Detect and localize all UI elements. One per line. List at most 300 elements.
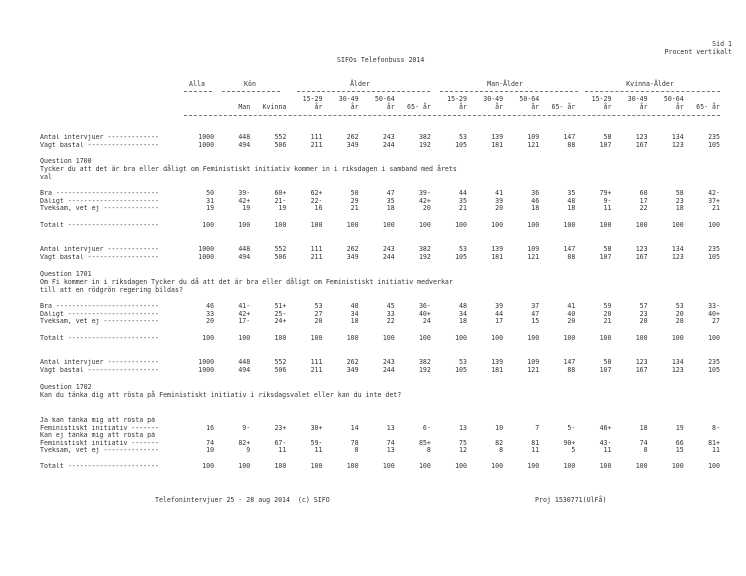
cell-value: 211 <box>310 365 323 374</box>
cell-value: 100 <box>671 462 684 470</box>
cell-value: 181 <box>491 365 504 374</box>
cell-value: 121 <box>527 252 540 261</box>
cell-value: 33 <box>386 309 395 318</box>
cell-value: 123 <box>671 365 684 374</box>
cell-value: 100 <box>418 334 431 342</box>
question-text: Om Fi kommer in i riksdagen Tycker du då att det är bra eller dåligt om Feministiskt initiativ medverkar till att en rödgrön regering bildas? <box>40 278 453 294</box>
percent-mode: Procent vertikalt <box>664 48 732 56</box>
cell-value: 123 <box>635 245 648 253</box>
cell-value: 506 <box>274 365 287 374</box>
cell-value: 53 <box>459 358 467 366</box>
cell-value: 11 <box>603 204 612 212</box>
col-label: år <box>459 102 467 111</box>
cell-value: 100 <box>708 462 720 470</box>
cell-value <box>503 417 539 425</box>
cell-value: 22 <box>386 317 395 325</box>
cell-value: 90+ <box>563 438 576 447</box>
cell-value: 349 <box>346 140 359 149</box>
cell-value: 134 <box>671 133 684 141</box>
cell-value: 181 <box>491 140 504 149</box>
cell-value: 100 <box>491 334 504 342</box>
cell-value: 37 <box>531 302 540 310</box>
cell-value: 20 <box>639 317 648 325</box>
cell-value: 262 <box>346 133 359 141</box>
cell-value: 100 <box>455 221 467 229</box>
cell-value: 22- <box>310 196 323 205</box>
cell-value: 74 <box>639 438 648 447</box>
row-label: Kan ej tänka mig att rösta på <box>40 432 156 439</box>
cell-value: 8 <box>354 446 359 454</box>
cell-value: 17- <box>238 317 251 325</box>
cell-value: 53 <box>459 245 467 253</box>
cell-value: 349 <box>346 252 359 261</box>
cell-value: 27 <box>314 309 323 318</box>
cell-value: 105 <box>708 140 720 149</box>
cell-value: 147 <box>563 358 576 366</box>
cell-value: 24+ <box>274 317 287 325</box>
table-row <box>40 432 720 440</box>
cell-value: 42+ <box>238 309 251 318</box>
cell-value: 552 <box>274 245 287 253</box>
footer-right: Proj 1530771(UlFå) <box>535 496 607 504</box>
table-row <box>40 359 720 367</box>
cell-value: 39- <box>418 189 431 197</box>
cell-value: 15 <box>531 317 540 325</box>
cell-value: 100 <box>527 221 540 229</box>
cell-value: 100 <box>708 334 720 342</box>
cell-value: 8 <box>643 446 648 454</box>
cell-value: 147 <box>563 245 576 253</box>
cell-value: 121 <box>527 140 540 149</box>
cell-value: 41- <box>238 302 251 310</box>
cell-value: 47 <box>531 309 540 318</box>
cell-value: 105 <box>455 140 467 149</box>
col-label: 65- år <box>551 102 576 111</box>
cell-value: 58 <box>603 245 612 253</box>
col-label: år <box>350 102 359 111</box>
question-id: Question 1700 <box>40 157 92 165</box>
table-row <box>40 425 720 433</box>
cell-value: 494 <box>238 140 251 149</box>
cell-value: 18 <box>531 204 540 212</box>
cell-value: 58 <box>603 358 612 366</box>
header-rule <box>440 91 578 92</box>
cell-value: 78 <box>350 438 359 447</box>
cell-value: 21- <box>274 196 287 205</box>
row-label: Vägt bastal ------------------ <box>40 253 160 261</box>
cell-value: 46+ <box>599 423 612 432</box>
cell-value: 100 <box>671 221 684 229</box>
cell-value: 75 <box>459 438 467 447</box>
cell-value: 100 <box>274 462 287 470</box>
cell-value: 51+ <box>274 302 287 310</box>
cell-value: 59 <box>603 302 612 310</box>
cell-value: 111 <box>310 133 323 141</box>
cell-value: 35 <box>459 196 467 205</box>
cell-value: 18 <box>386 204 395 212</box>
cell-value: 494 <box>238 365 251 374</box>
cell-value: 11 <box>314 446 323 454</box>
cell-value: 10 <box>206 446 215 454</box>
cell-value: 100 <box>635 462 648 470</box>
cell-value: 123 <box>635 133 648 141</box>
col-label: 30-49 <box>338 95 359 103</box>
cell-value: 48 <box>350 302 359 310</box>
cell-value: 85+ <box>418 438 431 447</box>
cell-value: 23+ <box>274 423 287 432</box>
cell-value: 100 <box>274 334 287 342</box>
cell-value: 58 <box>675 189 684 197</box>
cell-value: 13 <box>459 423 467 432</box>
cell-value: 100 <box>310 221 323 229</box>
cell-value: 105 <box>708 365 720 374</box>
cell-value: 448 <box>238 358 251 366</box>
cell-value: 18 <box>350 317 359 325</box>
row-label: Totalt ----------------------- <box>40 222 160 229</box>
cell-value: 382 <box>418 133 431 141</box>
table-row <box>40 205 720 213</box>
cell-value: 448 <box>238 133 251 141</box>
cell-value: 53 <box>675 302 684 310</box>
question-text: Tycker du att det är bra eller dåligt om Feministiskt initiativ kommer in i riksdagen i samband med årets val <box>40 165 457 181</box>
table-row <box>40 254 720 262</box>
cell-value: 33- <box>708 302 720 310</box>
cell-value: 494 <box>238 252 251 261</box>
cell-value: 244 <box>382 140 395 149</box>
cell-value: 40 <box>567 309 576 318</box>
cell-value: 192 <box>418 365 431 374</box>
cell-value: 100 <box>455 334 467 342</box>
cell-value: 121 <box>527 365 540 374</box>
cell-value: 81 <box>531 438 540 447</box>
cell-value: 211 <box>310 252 323 261</box>
cell-value: 8- <box>712 423 720 432</box>
q1700-total-table <box>40 222 720 230</box>
cell-value: 19 <box>278 204 287 212</box>
row-label: Vägt bastal ------------------ <box>40 141 160 149</box>
cell-value: 105 <box>708 252 720 261</box>
col-label <box>178 104 214 112</box>
col-label: 15-29 <box>447 95 467 103</box>
cell-value: 139 <box>491 358 504 366</box>
col-label: år <box>495 102 504 111</box>
cell-value: 167 <box>635 252 648 261</box>
cell-value: 33 <box>206 309 215 318</box>
group-alla: Alla <box>189 80 205 88</box>
column-header-table <box>40 96 720 111</box>
q1700-answers-table <box>40 190 720 213</box>
cell-value: 60 <box>639 189 648 197</box>
sub-label-row <box>40 104 720 112</box>
cell-value: 244 <box>382 252 395 261</box>
cell-value: 16 <box>314 204 323 212</box>
cell-value: 11 <box>278 446 287 454</box>
cell-value: 100 <box>599 462 612 470</box>
cell-value: 100 <box>346 462 359 470</box>
cell-value: 147 <box>563 133 576 141</box>
table-row <box>40 440 720 448</box>
cell-value: 123 <box>671 252 684 261</box>
age-label-row <box>40 96 720 104</box>
cell-value: 18 <box>567 204 576 212</box>
cell-value: 134 <box>671 245 684 253</box>
cell-value: 134 <box>671 358 684 366</box>
row-label: Antal intervjuer ------------- <box>40 134 160 141</box>
cell-value: 100 <box>491 221 504 229</box>
cell-value: 100 <box>563 462 576 470</box>
cell-value: 39- <box>238 189 251 197</box>
cell-value: 107 <box>599 365 612 374</box>
cell-value: 100 <box>382 462 395 470</box>
cell-value: 100 <box>635 221 648 229</box>
col-label: 30-49 <box>627 95 648 103</box>
q1700-base-table <box>40 246 720 261</box>
cell-value: 13 <box>386 423 395 432</box>
col-label: 50-64 <box>519 95 540 103</box>
col-label: 50-64 <box>374 95 395 103</box>
q1702-total-table <box>40 463 720 471</box>
cell-value: 100 <box>238 334 251 342</box>
row-label: Feministiskt initiativ ------- <box>40 424 160 432</box>
row-label: Feministiskt initiativ ------- <box>40 439 160 447</box>
cell-value: 107 <box>599 252 612 261</box>
cell-value: 23 <box>639 309 648 318</box>
cell-value: 24 <box>422 317 431 325</box>
cell-value: 552 <box>274 358 287 366</box>
cell-value: 20 <box>675 309 684 318</box>
cell-value: 20 <box>206 317 215 325</box>
cell-value: 40+ <box>418 309 431 318</box>
q1701-base-table <box>40 359 720 374</box>
row-label: Antal intervjuer ------------- <box>40 246 160 253</box>
cell-value: 21 <box>603 317 612 325</box>
cell-value: 100 <box>563 221 576 229</box>
cell-value: 23 <box>675 196 684 205</box>
cell-value: 5- <box>567 423 576 432</box>
cell-value: 21 <box>350 204 359 212</box>
col-label: år <box>531 102 540 111</box>
table-row <box>40 222 720 230</box>
cell-value: 39 <box>495 302 504 310</box>
row-label: Vägt bastal ------------------ <box>40 366 160 374</box>
cell-value: 139 <box>491 133 504 141</box>
table-row <box>40 190 720 198</box>
cell-value: 28 <box>675 317 684 325</box>
cell-value: 88 <box>567 252 576 261</box>
cell-value: 17 <box>495 317 504 325</box>
cell-value: 19 <box>242 204 251 212</box>
cell-value: 100 <box>274 221 287 229</box>
table-row <box>40 311 720 319</box>
cell-value: 53 <box>314 302 323 310</box>
cell-value: 235 <box>708 358 720 366</box>
cell-value: 107 <box>599 140 612 149</box>
col-label: Kvinna <box>262 102 287 111</box>
table-row <box>40 246 720 254</box>
cell-value: 41 <box>495 189 504 197</box>
row-label: Tveksam, vet ej -------------- <box>40 205 160 212</box>
col-label: 15-29 <box>591 95 612 103</box>
cell-value: 100 <box>382 334 395 342</box>
cell-value: 14 <box>350 423 359 432</box>
cell-value: 448 <box>238 245 251 253</box>
cell-value: 9 <box>246 446 251 454</box>
cell-value: 36 <box>531 189 540 197</box>
cell-value: 50 <box>350 189 359 197</box>
cell-value: 100 <box>310 334 323 342</box>
cell-value: 43- <box>599 438 612 447</box>
cell-value: 9- <box>603 196 612 205</box>
cell-value: 53 <box>459 133 467 141</box>
cell-value: 44 <box>495 309 504 318</box>
col-label: 15-29 <box>302 95 323 103</box>
cell-value: 100 <box>527 334 540 342</box>
col-label: år <box>603 102 612 111</box>
cell-value: 18 <box>459 317 467 325</box>
row-label: Totalt ----------------------- <box>40 463 160 470</box>
cell-value: 9- <box>242 423 251 432</box>
cell-value: 22 <box>639 204 648 212</box>
table-row <box>40 303 720 311</box>
col-label: år <box>386 102 395 111</box>
cell-value: 167 <box>635 140 648 149</box>
cell-value: 42- <box>708 189 720 197</box>
cell-value: 44 <box>459 189 467 197</box>
col-label: 30-49 <box>483 95 504 103</box>
group-man-alder: Man-Ålder <box>487 80 523 88</box>
cell-value: 82 <box>495 438 504 447</box>
cell-value: 382 <box>418 245 431 253</box>
cell-value: 62+ <box>310 189 323 197</box>
row-label: Bra -------------------------- <box>40 303 160 310</box>
cell-value: 192 <box>418 252 431 261</box>
col-label: år <box>314 102 323 111</box>
row-label: Dåligt ----------------------- <box>40 310 160 318</box>
cell-value: 17 <box>639 196 648 205</box>
cell-value: 100 <box>527 462 540 470</box>
cell-value: 349 <box>346 365 359 374</box>
cell-value: 50 <box>206 189 215 197</box>
cell-value: 74 <box>386 438 395 447</box>
cell-value: 8 <box>499 446 504 454</box>
cell-value: 100 <box>202 462 215 470</box>
cell-value: 35 <box>567 189 576 197</box>
cell-value: 243 <box>382 358 395 366</box>
cell-value: 109 <box>527 245 540 253</box>
cell-value: 42+ <box>418 196 431 205</box>
question-id: Question 1701 <box>40 270 92 278</box>
cell-value: 181 <box>491 252 504 261</box>
cell-value: 123 <box>671 140 684 149</box>
cell-value: 11 <box>603 446 612 454</box>
q1702-answers-table <box>40 417 720 455</box>
cell-value: 88 <box>567 140 576 149</box>
table-row <box>40 463 720 471</box>
header-rule <box>585 91 720 92</box>
cell-value: 100 <box>382 221 395 229</box>
cell-value: 105 <box>455 365 467 374</box>
header-rule <box>222 91 280 92</box>
group-alder: Ålder <box>350 80 370 88</box>
cell-value: 88 <box>567 365 576 374</box>
cell-value: 5 <box>571 446 576 454</box>
cell-value: 139 <box>491 245 504 253</box>
cell-value: 111 <box>310 245 323 253</box>
cell-value: 1000 <box>198 140 215 149</box>
cell-value: 100 <box>455 462 467 470</box>
table-row <box>40 318 720 326</box>
table-row <box>40 134 720 142</box>
cell-value: 29 <box>350 196 359 205</box>
cell-value: 100 <box>310 462 323 470</box>
col-label: 50-64 <box>663 95 684 103</box>
row-label: Bra -------------------------- <box>40 190 160 197</box>
question-id: Question 1702 <box>40 383 92 391</box>
cell-value: 8 <box>426 446 431 454</box>
group-kon: Kön <box>244 80 256 88</box>
report-title: SIFOs Telefonbuss 2014 <box>337 56 425 64</box>
cell-value: 20 <box>567 317 576 325</box>
row-label: Tveksam, vet ej -------------- <box>40 447 160 454</box>
question-text: Kan du tänka dig att rösta på Feministiskt initiativ i riksdagsvalet eller kan du inte det? <box>40 391 402 399</box>
col-label: 65- år <box>696 102 720 111</box>
cell-value: 6- <box>422 423 431 432</box>
cell-value: 111 <box>310 358 323 366</box>
col-label: 65- år <box>407 102 431 111</box>
col-label: år <box>639 102 648 111</box>
cell-value: 46 <box>206 302 215 310</box>
q1701-answers-table <box>40 303 720 326</box>
cell-value: 100 <box>708 221 720 229</box>
cell-value: 47 <box>386 189 395 197</box>
cell-value: 123 <box>635 358 648 366</box>
table-row <box>40 142 720 150</box>
header-rule <box>184 91 212 92</box>
cell-value: 21 <box>712 204 720 212</box>
cell-value: 20 <box>422 204 431 212</box>
cell-value: 552 <box>274 133 287 141</box>
cell-value: 41 <box>567 302 576 310</box>
header-bottom-rule <box>184 115 720 116</box>
cell-value: 15 <box>675 446 684 454</box>
cell-value: 100 <box>671 334 684 342</box>
q1701-total-table <box>40 335 720 343</box>
cell-value: 20 <box>603 309 612 318</box>
cell-value: 1000 <box>198 358 215 366</box>
cell-value: 31 <box>206 196 215 205</box>
cell-value: 244 <box>382 365 395 374</box>
col-label: Man <box>238 102 251 111</box>
cell-value: 66 <box>675 438 684 447</box>
cell-value: 109 <box>527 358 540 366</box>
row-label: Antal intervjuer ------------- <box>40 359 160 366</box>
cell-value: 235 <box>708 245 720 253</box>
cell-value: 48 <box>459 302 467 310</box>
cell-value: 34 <box>459 309 467 318</box>
cell-value: 243 <box>382 245 395 253</box>
cell-value: 1000 <box>198 133 215 141</box>
base-table <box>40 134 720 149</box>
cell-value: 59- <box>310 438 323 447</box>
cell-value: 19 <box>206 204 215 212</box>
cell-value: 81+ <box>708 438 720 447</box>
cell-value: 82+ <box>238 438 251 447</box>
cell-value: 67- <box>274 438 287 447</box>
cell-value: 40+ <box>708 309 720 318</box>
cell-value: 18 <box>675 204 684 212</box>
cell-value: 1000 <box>198 252 215 261</box>
cell-value: 20 <box>495 204 504 212</box>
